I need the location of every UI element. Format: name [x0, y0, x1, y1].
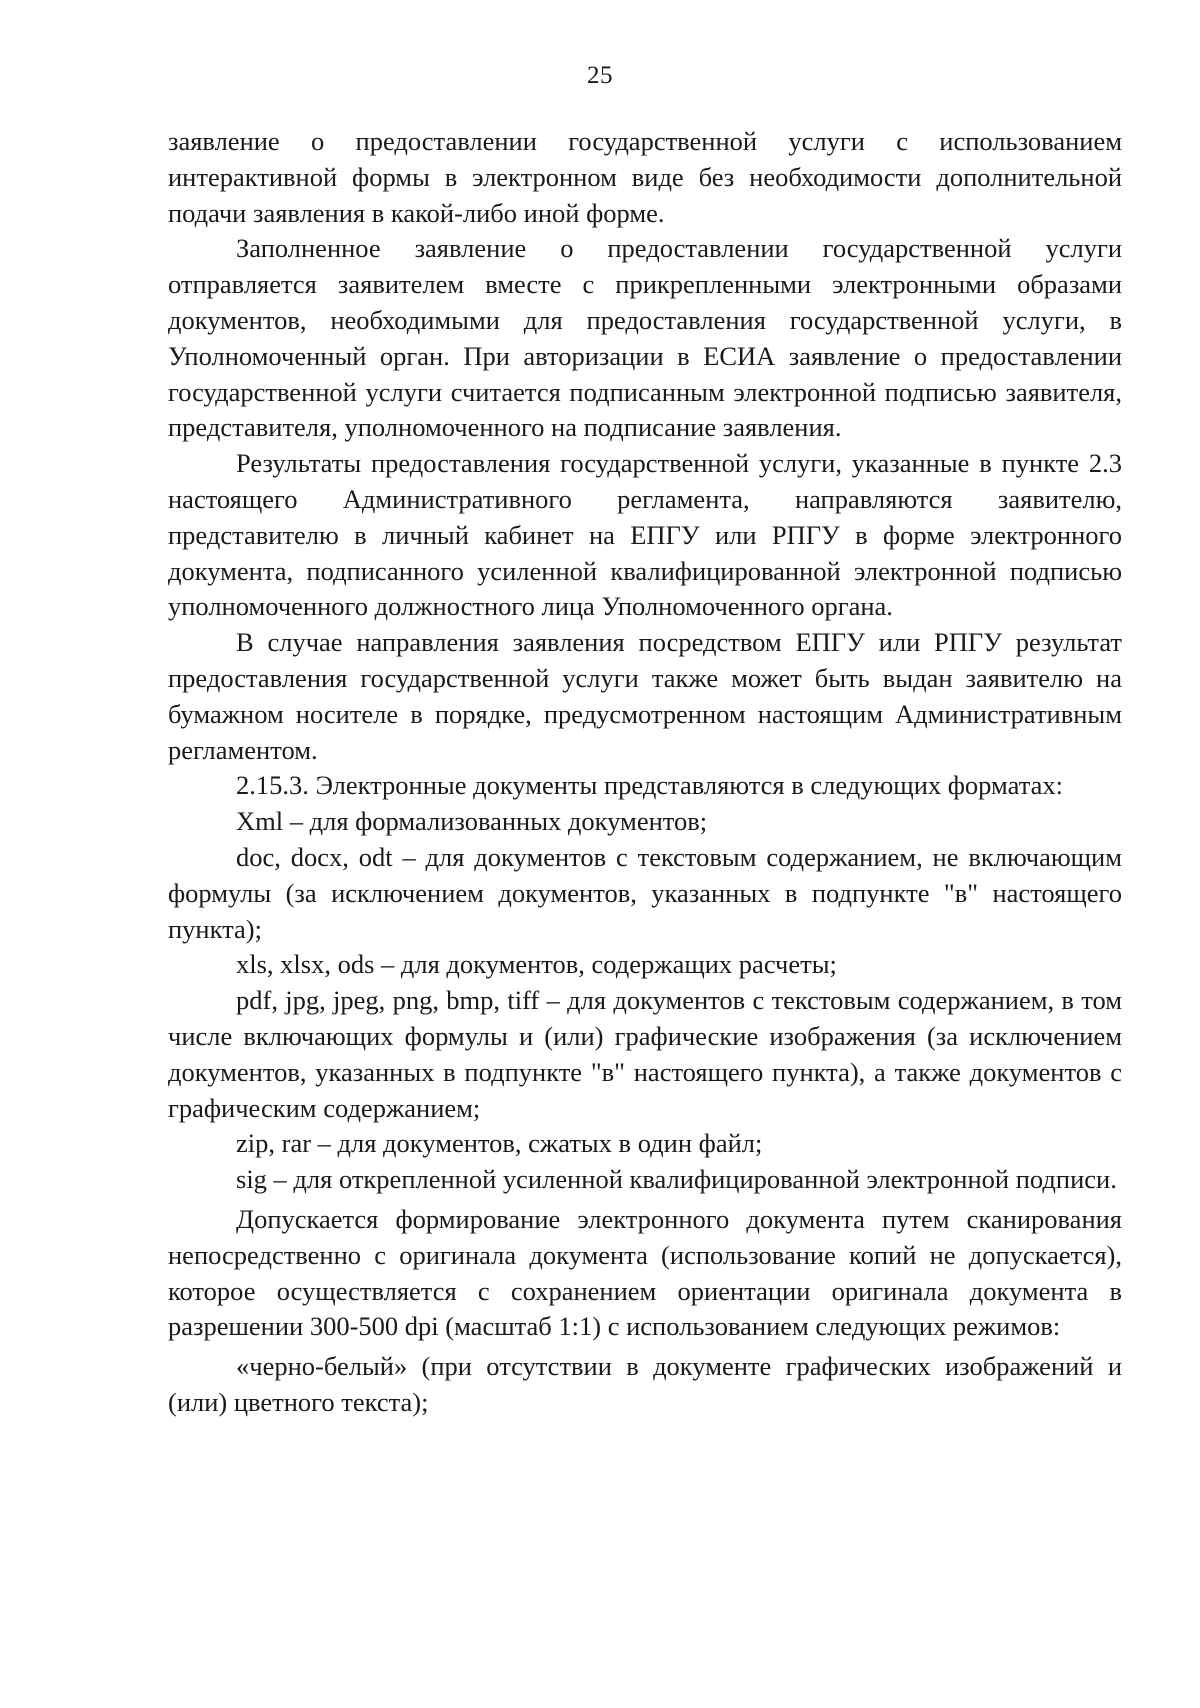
paragraph-10: zip, rar – для документов, сжатых в один файл;: [236, 1128, 763, 1159]
paragraph-11: sig – для открепленной усиленной квалифицированной электронной подписи.: [236, 1164, 1117, 1195]
document-body: [168, 124, 1122, 1421]
paragraph-1: заявление о предоставлении государственной услуги с использованием интерактивной формы в электронном виде без необходимости дополнительной подачи заявления в какой-либо иной форме.: [168, 126, 1122, 228]
paragraph-8: xls, xlsx, ods – для документов, содержащих расчеты;: [236, 949, 837, 980]
paragraph-7: doc, docx, odt – для документов с текстовым содержанием, не включающим формулы (за исключением документов, указанных в подпункте "в" настоящего пункта);: [168, 841, 1122, 944]
paragraph-12: Допускается формирование электронного документа путем сканирования непосредственно с оригинала документа (использование копий не допускается), которое осуществляется с сохранением ориентации оригинала документа в разрешении 300-500 dpi (масштаб 1:1) с использованием следующих режимов:: [168, 1203, 1122, 1342]
paragraph-9: pdf, jpg, jpeg, png, bmp, tiff – для документов с текстовым содержанием, в том числе включающих формулы и (или) графические изображения (за исключением документов, указанных в подпункте "в" настоящего пункта), а также документов с графическим содержанием;: [168, 985, 1122, 1123]
paragraph-13: «черно-белый» (при отсутствии в документе графических изображений и (или) цветного текста);: [168, 1351, 1122, 1417]
paragraph-3: Результаты предоставления государственной услуги, указанные в пункте 2.3 настоящего Административного регламента, направляются заявителю, представителю в личный кабинет на ЕПГУ или РПГУ в форме электронного документа, подписанного усиленной квалифицированной электронной подписью уполномоченного должностного лица Уполномоченного органа.: [168, 448, 1122, 622]
paragraph-6: Xml – для формализованных документов;: [236, 806, 708, 837]
paragraph-2: Заполненное заявление о предоставлении государственной услуги отправляется заявителем вместе с прикрепленными электронными образами документов, необходимыми для предоставления государственной услуги, в Уполномоченный орган. При авторизации в ЕСИА заявление о предоставлении государственной услуги считается подписанным электронной подписью заявителя, представителя, уполномоченного на подписание заявления.: [168, 233, 1122, 443]
page-number: 25: [587, 62, 613, 89]
paragraph-5: 2.15.3. Электронные документы представляются в следующих форматах:: [236, 770, 1063, 801]
paragraph-4: В случае направления заявления посредством ЕПГУ или РПГУ результат предоставления государственной услуги также может быть выдан заявителю на бумажном носителе в порядке, предусмотренном настоящим Административным регламентом.: [168, 627, 1122, 765]
